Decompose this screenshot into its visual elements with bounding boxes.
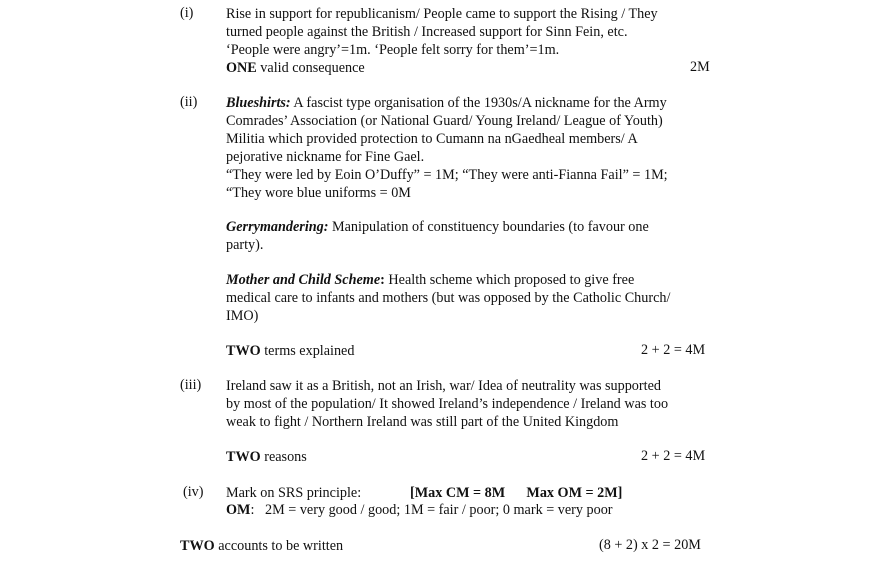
section-ii-summary bbox=[226, 342, 354, 360]
section-iv-numeral: (iv) bbox=[183, 484, 204, 500]
section-iii-line: weak to fight / Northern Ireland was still part of the United Kingdom bbox=[226, 414, 619, 430]
section-iv-line1 bbox=[226, 484, 623, 502]
blueshirts-line bbox=[226, 94, 667, 112]
mother-child-text: Health scheme which proposed to give free bbox=[384, 272, 635, 288]
summary-text: terms explained bbox=[260, 343, 355, 359]
section-iii-marks: 2 + 2 = 4M bbox=[641, 448, 706, 464]
footer-text: accounts to be written bbox=[214, 538, 344, 554]
max-marks-bold: [Max CM = 8M Max OM = 2M] bbox=[410, 485, 623, 501]
summary-bold: ONE bbox=[226, 60, 257, 76]
gerrymandering-line: party). bbox=[226, 237, 264, 253]
footer-marks: (8 + 2) x 2 = 20M bbox=[599, 537, 701, 553]
summary-text: reasons bbox=[260, 449, 307, 465]
section-i-marks: 2M bbox=[690, 59, 710, 75]
section-ii-numeral: (ii) bbox=[180, 94, 198, 110]
blueshirts-line: “They wore blue uniforms = 0M bbox=[226, 185, 411, 201]
footer-summary bbox=[180, 537, 343, 555]
mother-child-colon: : bbox=[380, 272, 385, 288]
srs-text: Mark on SRS principle: bbox=[226, 485, 362, 501]
section-iii-line: Ireland saw it as a British, not an Irish, war/ Idea of neutrality was supported bbox=[226, 378, 661, 394]
section-iii-summary bbox=[226, 448, 307, 466]
mother-child-line: medical care to infants and mothers (but was opposed by the Catholic Church/ bbox=[226, 290, 671, 306]
mother-child-line: IMO) bbox=[226, 308, 259, 324]
summary-bold: TWO bbox=[226, 449, 261, 465]
summary-bold: TWO bbox=[226, 343, 261, 359]
blueshirts-line: Comrades’ Association (or National Guard/ Young Ireland/ League of Youth) bbox=[226, 113, 663, 129]
section-iv-line2 bbox=[226, 501, 613, 519]
section-i-numeral: (i) bbox=[180, 5, 194, 21]
om-bold: OM bbox=[226, 502, 251, 518]
section-i-line: Rise in support for republicanism/ People came to support the Rising / They bbox=[226, 6, 658, 22]
section-i-line: ‘People were angry’=1m. ‘People felt sorry for them’=1m. bbox=[226, 42, 560, 58]
gerrymandering-term: Gerrymandering: bbox=[226, 219, 329, 235]
blueshirts-text: A fascist type organisation of the 1930s/A nickname for the Army bbox=[290, 95, 667, 111]
om-text: : 2M = very good / good; 1M = fair / poor; 0 mark = very poor bbox=[250, 502, 613, 518]
section-ii-marks: 2 + 2 = 4M bbox=[641, 342, 706, 358]
blueshirts-line: “They were led by Eoin O’Duffy” = 1M; “They were anti-Fianna Fail” = 1M; bbox=[226, 167, 668, 183]
mother-child-line bbox=[226, 271, 634, 289]
footer-bold: TWO bbox=[180, 538, 215, 554]
mother-child-term: Mother and Child Scheme bbox=[226, 272, 381, 288]
blueshirts-term: Blueshirts: bbox=[226, 95, 291, 111]
blueshirts-line: pejorative nickname for Fine Gael. bbox=[226, 149, 425, 165]
blueshirts-line: Militia which provided protection to Cumann na nGaedheal members/ A bbox=[226, 131, 638, 147]
gerrymandering-text: Manipulation of constituency boundaries (to favour one bbox=[328, 219, 649, 235]
section-iii-numeral: (iii) bbox=[180, 377, 202, 393]
section-iii-line: by most of the population/ It showed Ireland’s independence / Ireland was too bbox=[226, 396, 669, 412]
section-i-summary bbox=[226, 59, 365, 77]
gerrymandering-line bbox=[226, 218, 649, 236]
section-i-line: turned people against the British / Increased support for Sinn Fein, etc. bbox=[226, 24, 628, 40]
summary-text: valid consequence bbox=[256, 60, 365, 76]
